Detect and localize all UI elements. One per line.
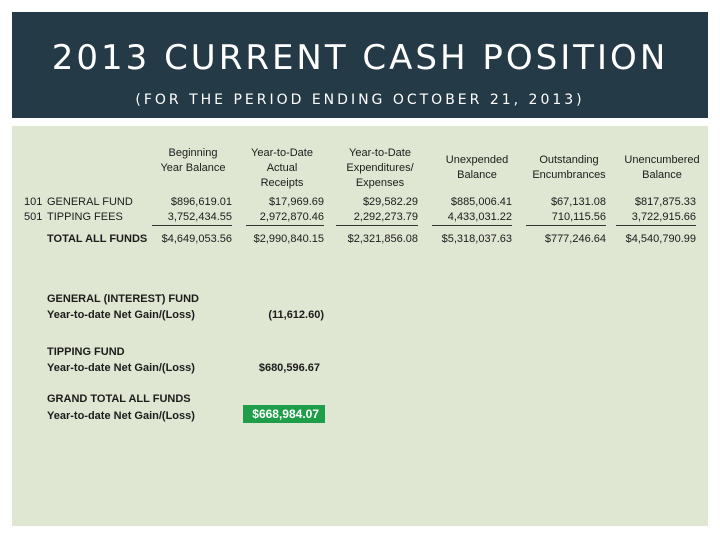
cell-value: 710,115.56	[526, 210, 606, 226]
general-fund-heading: GENERAL (INTEREST) FUND	[47, 293, 199, 305]
page-subtitle: (FOR THE PERIOD ENDING OCTOBER 21, 2013)	[135, 92, 585, 108]
cell-value: 2,292,273.79	[336, 210, 418, 226]
cell-value: 3,722,915.66	[616, 210, 696, 226]
row-label: TIPPING FEES	[47, 211, 123, 223]
column-header-beginning-balance: Beginning Year Balance	[160, 147, 226, 174]
grand-total-heading: GRAND TOTAL ALL FUNDS	[47, 393, 191, 405]
cell-value: 2,972,870.46	[246, 210, 324, 226]
cell-value: $17,969.69	[268, 196, 324, 208]
column-header-unexpended-balance: Unexpended Balance	[445, 154, 509, 181]
total-value: $2,990,840.15	[253, 233, 324, 245]
cell-value: $896,619.01	[170, 196, 232, 208]
total-value: $777,246.64	[544, 233, 606, 245]
title-banner	[12, 12, 708, 118]
cell-value: $29,582.29	[362, 196, 418, 208]
column-header-outstanding-encumbrances: Outstanding Encumbrances	[532, 154, 606, 181]
cell-value: $885,006.41	[450, 196, 512, 208]
total-value: $4,540,790.99	[625, 233, 696, 245]
column-header-ytd-receipts: Year-to-Date Actual Receipts	[251, 147, 313, 189]
cash-position-sheet	[12, 126, 708, 526]
tipping-fund-net-value: $680,596.67	[258, 362, 320, 374]
cell-value: $817,875.33	[634, 196, 696, 208]
grand-total-net-label: Year-to-date Net Gain/(Loss)	[47, 410, 195, 422]
row-label: GENERAL FUND	[47, 196, 133, 208]
total-value: $4,649,053.56	[161, 233, 232, 245]
total-label: TOTAL ALL FUNDS	[47, 233, 148, 245]
total-value: $5,318,037.63	[441, 233, 512, 245]
general-fund-net-label: Year-to-date Net Gain/(Loss)	[47, 309, 195, 321]
tipping-fund-heading: TIPPING FUND	[47, 346, 125, 358]
page-title: 2013 CURRENT CASH POSITION	[51, 38, 669, 78]
cell-value: $67,131.08	[550, 196, 606, 208]
tipping-fund-net-label: Year-to-date Net Gain/(Loss)	[47, 362, 195, 374]
row-code: 101	[24, 196, 43, 208]
cell-value: 4,433,031.22	[432, 210, 512, 226]
general-fund-net-value: (11,612.60)	[268, 309, 324, 321]
column-header-ytd-expenditures: Year-to-Date Expenditures/ Expenses	[346, 147, 414, 189]
cell-value: 3,752,434.55	[152, 210, 232, 226]
grand-total-highlight	[243, 405, 325, 423]
total-value: $2,321,856.08	[347, 233, 418, 245]
row-code: 501	[24, 211, 43, 223]
column-header-unencumbered-balance: Unencumbered Balance	[624, 154, 700, 181]
grand-total-net-value: $668,984.07	[252, 407, 319, 421]
